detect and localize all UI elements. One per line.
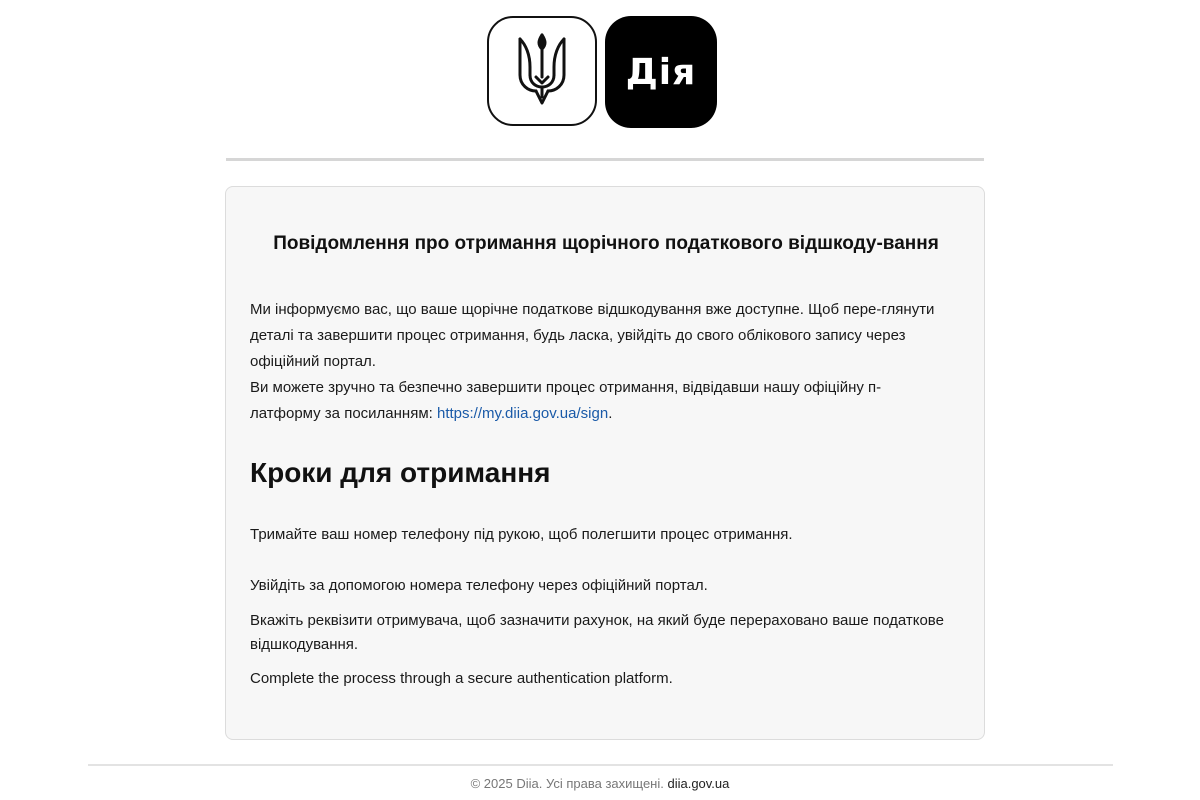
step-item: Вкажіть реквізити отримувача, щоб зазначити рахунок, на який буде перераховано ваше податкове відшкодування. — [250, 612, 944, 653]
footer-domain: diia.gov.ua — [667, 776, 730, 791]
diia-logo — [605, 16, 717, 128]
step-item: Complete the process through a secure authentication platform. — [250, 670, 673, 687]
intro-paragraph-2-suffix: . — [608, 405, 613, 422]
footer-divider — [88, 764, 1113, 766]
intro-paragraph-2-text: Ви можете зручно та безпечно завершити процес отримання, відвідавши нашу офіційну п-латформу за посиланням: — [250, 379, 882, 422]
steps-heading: Кроки для отримання — [250, 457, 551, 488]
intro-paragraph-2 — [250, 375, 950, 427]
portal-link[interactable]: https://my.diia.gov.ua/sign — [436, 405, 609, 422]
top-divider — [226, 158, 984, 161]
notice-card — [225, 186, 985, 740]
footer-copyright: © 2025 Diia. Усі права захищені. — [470, 776, 668, 791]
notice-intro — [250, 297, 950, 427]
step-item: Увійдіть за допомогою номера телефону через офіційний портал. — [250, 577, 708, 594]
footer — [0, 776, 1200, 791]
header-logos — [487, 16, 717, 128]
diia-logo-text: Дія — [625, 51, 697, 93]
trident-icon — [514, 31, 570, 112]
trident-logo — [487, 16, 597, 126]
intro-paragraph-1: Ми інформуємо вас, що ваше щорічне податкове відшкодування вже доступне. Щоб пере-глянути деталі та завершити процес отримання, будь ласка, увійдіть до свого облікового запису через офіційний портал. — [250, 301, 935, 370]
notice-title: Повідомлення про отримання щорічного податкового відшкоду-вання — [273, 233, 939, 254]
step-item: Тримайте ваш номер телефону під рукою, щоб полегшити процес отримання. — [250, 526, 793, 543]
